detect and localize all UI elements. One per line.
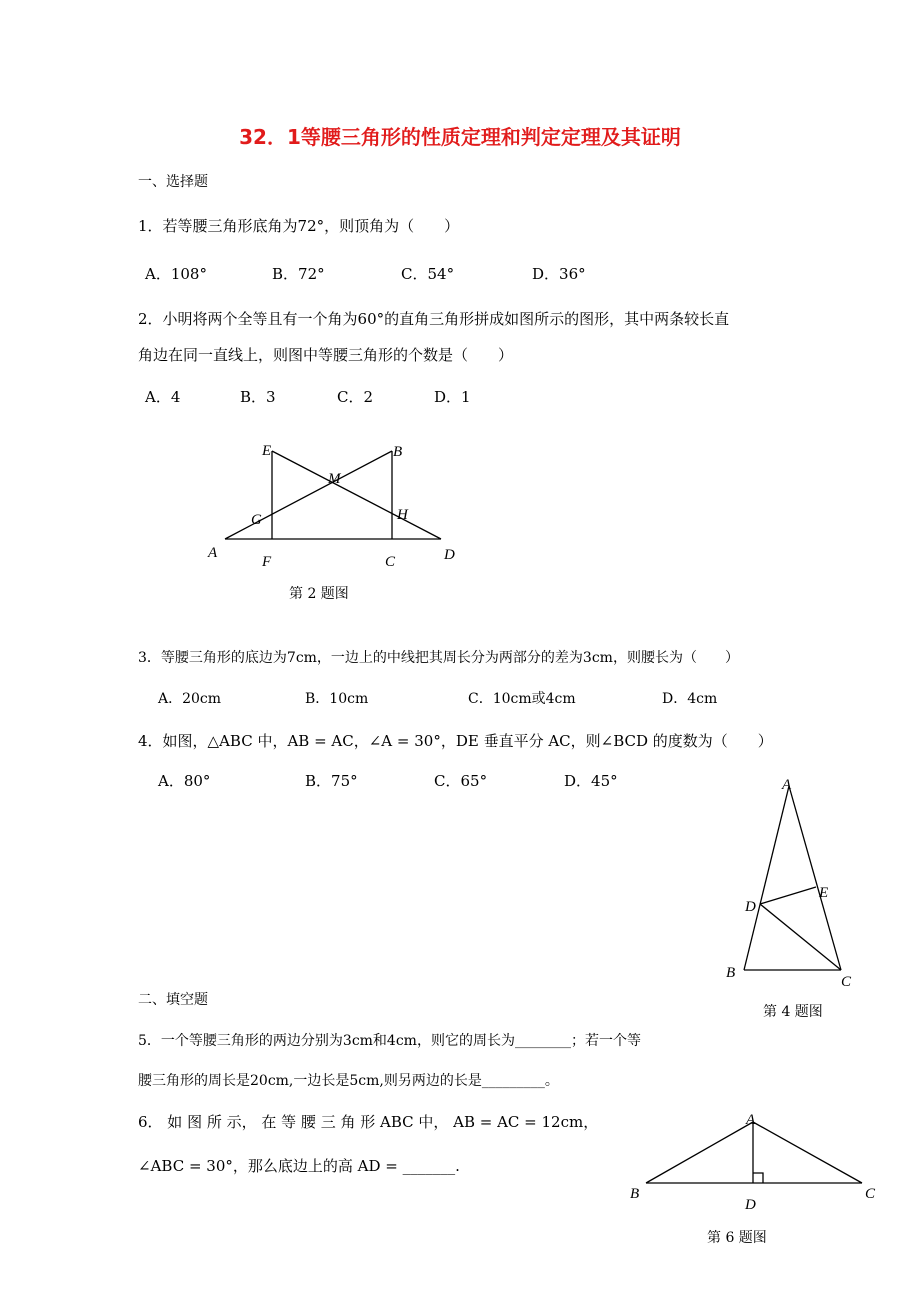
q4-label-a: A: [782, 777, 792, 793]
q4-option-c[interactable]: C．65°: [434, 772, 488, 790]
q4-line-ab: [744, 786, 789, 970]
q2-figure: [200, 435, 470, 575]
q2-label-m: M: [328, 471, 341, 487]
question-4-stem: 4．如图，△ABC 中，AB = AC，∠A = 30°，DE 垂直平分 AC，则∠BCD 的度数为（ ）: [138, 732, 773, 750]
q1-option-a[interactable]: A．108°: [145, 265, 207, 283]
q4-label-b: B: [726, 965, 736, 981]
question-2-line-1: 2．小明将两个全等且有一个角为60°的直角三角形拼成如图所示的图形，其中两条较长直: [138, 310, 730, 328]
question-6-line-1: 6． 如 图 所 示， 在 等 腰 三 角 形 ABC 中， AB = AC = 12cm，: [138, 1113, 599, 1131]
question-5-line-1: 5．一个等腰三角形的两边分别为3cm和4cm，则它的周长为________；若一个等: [138, 1033, 641, 1049]
q2-label-f: F: [262, 554, 272, 570]
q4-label-d: D: [745, 899, 756, 915]
q2-option-c[interactable]: C．2: [337, 388, 374, 406]
q4-figure-caption: 第 4 题图: [763, 1004, 823, 1020]
q4-option-b[interactable]: B．75°: [305, 772, 358, 790]
q2-label-g: G: [251, 512, 262, 528]
q6-label-d: D: [745, 1197, 756, 1212]
q2-label-h: H: [397, 507, 408, 523]
q3-option-b[interactable]: B．10cm: [305, 691, 369, 707]
question-1-stem: 1．若等腰三角形底角为72°，则顶角为（ ）: [138, 217, 460, 235]
q3-option-c[interactable]: C．10cm或4cm: [468, 691, 576, 707]
q2-label-e: E: [262, 443, 272, 459]
page-title: 32．1等腰三角形的性质定理和判定定理及其证明: [239, 125, 681, 149]
question-5-line-2: 腰三角形的周长是20cm,一边长是5cm,则另两边的长是_________。: [138, 1073, 559, 1089]
q4-figure: [715, 770, 865, 988]
q6-line-ac: [753, 1122, 862, 1183]
q3-option-a[interactable]: A．20cm: [158, 691, 222, 707]
q1-option-b[interactable]: B．72°: [272, 265, 325, 283]
q2-label-a: A: [208, 545, 218, 561]
q4-line-ac: [789, 786, 841, 970]
question-2-line-2: 角边在同一直线上，则图中等腰三角形的个数是（ ）: [138, 346, 514, 364]
q6-label-a: A: [746, 1112, 756, 1128]
section-fill-heading: 二、填空题: [138, 992, 208, 1008]
q4-option-d[interactable]: D．45°: [564, 772, 618, 790]
q2-label-c: C: [385, 554, 396, 570]
q4-line-de: [760, 887, 816, 904]
section-choice-heading: 一、选择题: [138, 174, 208, 190]
q4-label-c: C: [841, 974, 852, 988]
q1-option-c[interactable]: C．54°: [401, 265, 455, 283]
q4-option-a[interactable]: A．80°: [158, 772, 211, 790]
q2-figure-caption: 第 2 题图: [289, 586, 349, 602]
q2-option-b[interactable]: B．3: [240, 388, 276, 406]
q6-line-ab: [646, 1122, 753, 1183]
question-6-line-2: ∠ABC = 30°，那么底边上的高 AD = _______.: [138, 1157, 460, 1175]
q6-figure-caption: 第 6 题图: [707, 1230, 767, 1246]
q4-line-dc: [760, 904, 841, 970]
q6-label-c: C: [865, 1186, 876, 1202]
question-3-stem: 3．等腰三角形的底边为7cm，一边上的中线把其周长分为两部分的差为3cm，则腰长为（ ）: [138, 650, 739, 666]
q2-option-d[interactable]: D．1: [434, 388, 471, 406]
q1-option-d[interactable]: D．36°: [532, 265, 586, 283]
q6-label-b: B: [630, 1186, 640, 1202]
q2-label-d: D: [444, 547, 455, 563]
q4-label-e: E: [819, 885, 829, 901]
q2-label-b: B: [393, 444, 403, 460]
q6-right-angle-mark: [753, 1173, 763, 1183]
q6-figure: [620, 1108, 890, 1212]
q2-option-a[interactable]: A．4: [145, 388, 181, 406]
q3-option-d[interactable]: D．4cm: [662, 691, 718, 707]
q2-line-ed: [272, 451, 441, 539]
